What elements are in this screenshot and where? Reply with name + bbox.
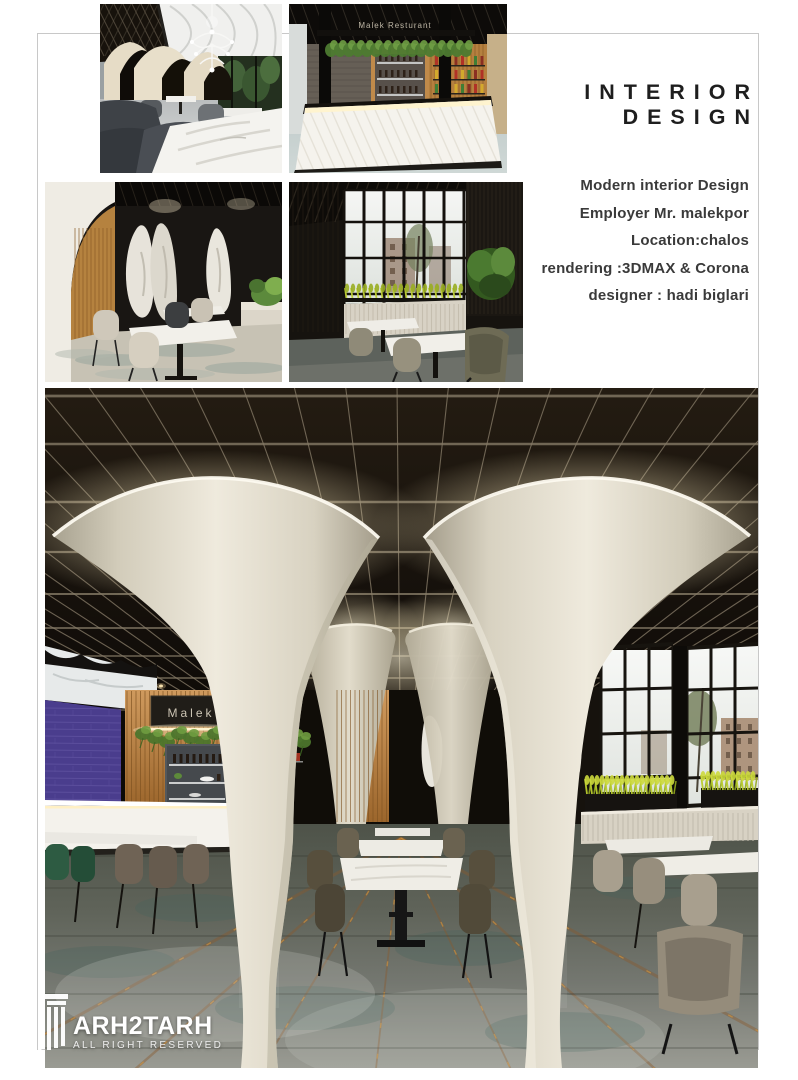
thumbnail-4-art — [289, 182, 523, 382]
detail-line: Employer Mr. malekpor — [579, 204, 749, 222]
thumbnail-2-art — [289, 4, 507, 173]
thumbnail-window-seating — [289, 182, 523, 382]
logo-tagline: ALL RIGHT RESERVED — [73, 1040, 224, 1051]
marble-table — [340, 858, 463, 890]
studio-logo — [38, 994, 223, 1052]
detail-line: rendering :3DMAX & Corona — [541, 259, 749, 277]
column-logo-icon — [38, 994, 68, 1052]
thumbnail-dining-chandelier — [100, 4, 282, 173]
potted-plant — [467, 247, 515, 300]
detail-line: designer : hadi biglari — [588, 287, 749, 304]
detail-line: Modern interior Design — [580, 177, 749, 194]
hero-art — [45, 388, 758, 1068]
title-line-2: DESIGN — [622, 105, 759, 129]
thumbnail-1-art — [100, 4, 282, 173]
detail-line: Location:chalos — [630, 232, 749, 249]
chair — [115, 844, 143, 884]
chair — [593, 850, 623, 892]
logo-name: ARH2TARH — [73, 1012, 213, 1040]
project-details — [541, 172, 749, 310]
bar-sign-text: Malek Resturant — [358, 21, 432, 30]
bar-sign-text: Malek — [167, 706, 215, 720]
green-chair — [45, 844, 69, 880]
title-line-1: INTERIOR — [584, 80, 759, 104]
thumbnail-bar-counter — [289, 4, 507, 173]
thumbnail-sculpture-lounge — [45, 182, 282, 382]
planter-box — [585, 792, 677, 812]
hero-render — [45, 388, 758, 1068]
thumbnail-3-art — [45, 182, 282, 382]
page-title — [584, 80, 759, 130]
